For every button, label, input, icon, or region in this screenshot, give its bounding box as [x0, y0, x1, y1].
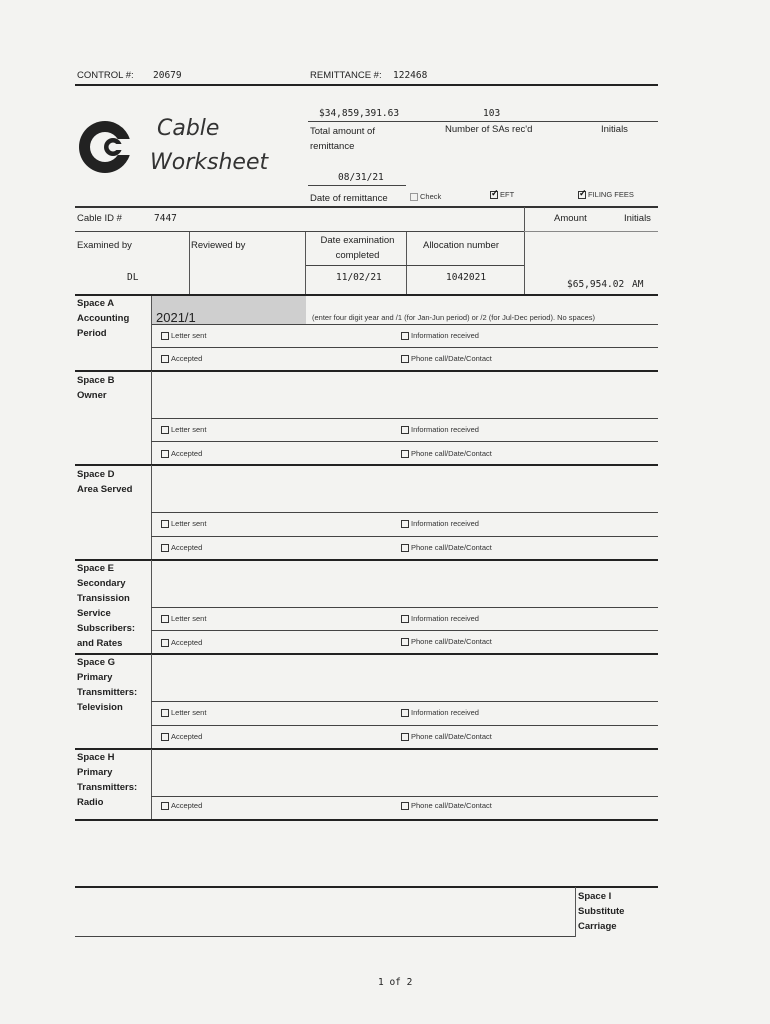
logo-title-line2: Worksheet: [150, 150, 269, 175]
total-amount-label: Total amount of remittance: [310, 126, 375, 152]
space-g-info-received-box-icon[interactable]: [401, 709, 409, 717]
space-e-letter-sent-box-icon[interactable]: [161, 615, 169, 623]
space-h-accepted-box-icon[interactable]: [161, 802, 169, 810]
space-d-rule-2: [151, 536, 658, 537]
cable-initials-label: Initials: [624, 213, 651, 224]
exam-divider-4: [524, 232, 525, 294]
eft-box-icon[interactable]: [490, 191, 498, 199]
space-d-letter-sent-label: Letter sent: [171, 519, 207, 528]
space-a-bottom-rule: [75, 370, 658, 372]
space-b-info-received-box-icon[interactable]: [401, 426, 409, 434]
space-a-accepted-label: Accepted: [171, 354, 203, 363]
space-e-accepted[interactable]: [161, 638, 202, 647]
date-exam-label: Date examination completed: [320, 235, 395, 261]
space-g-label: Space G Primary Transmitters: Television: [77, 657, 138, 713]
space-h-rule-1: [151, 796, 658, 797]
date-remittance-label: Date of remittance: [310, 193, 388, 204]
accounting-period-value: 2021/1: [156, 310, 196, 325]
header-rule: [75, 84, 658, 86]
date-exam-value: 11/02/21: [336, 272, 382, 283]
space-a-divider: [151, 296, 152, 370]
control-label: CONTROL #:: [77, 70, 134, 81]
amount-rule: [524, 231, 658, 232]
accounting-period-instruction: (enter four digit year and /1 (for Jan-Jun period) or /2 (for Jul-Dec period). No spaces): [312, 313, 596, 322]
date-rule: [308, 185, 406, 186]
space-b-phone-call-label: Phone call/Date/Contact: [411, 449, 492, 458]
space-d-info-received[interactable]: [401, 519, 479, 528]
space-e-rule-1: [151, 607, 658, 608]
space-e-accepted-label: Accepted: [171, 638, 203, 647]
space-b-label: Space B Owner: [77, 375, 115, 401]
space-a-letter-sent-box-icon[interactable]: [161, 332, 169, 340]
space-a-rule-2: [151, 347, 658, 348]
space-d-label: Space D Area Served: [77, 469, 133, 495]
space-g-letter-sent-label: Letter sent: [171, 708, 207, 717]
space-g-letter-sent-box-icon[interactable]: [161, 709, 169, 717]
examined-by-value: DL: [127, 272, 139, 283]
space-g-accepted-box-icon[interactable]: [161, 733, 169, 741]
space-h-label: Space H Primary Transmitters: Radio: [77, 752, 138, 808]
space-a-accepted[interactable]: [161, 354, 202, 363]
exam-divider-1: [189, 232, 190, 294]
space-e-accepted-box-icon[interactable]: [161, 639, 169, 647]
space-i-top-rule: [75, 886, 658, 888]
space-d-letter-sent-box-icon[interactable]: [161, 520, 169, 528]
space-e-info-received-label: Information received: [411, 614, 479, 623]
space-e-bottom-rule: [75, 653, 658, 655]
filing-fees-box-icon[interactable]: [578, 191, 586, 199]
check-box-icon[interactable]: [410, 193, 418, 201]
space-h-phone-call[interactable]: [401, 801, 492, 810]
space-d-accepted-label: Accepted: [171, 543, 203, 552]
space-d-info-received-box-icon[interactable]: [401, 520, 409, 528]
exam-divider-3: [406, 232, 407, 294]
space-d-accepted[interactable]: [161, 543, 202, 552]
space-h-accepted-label: Accepted: [171, 801, 203, 810]
space-a-label: Space A Accounting Period: [77, 298, 130, 339]
examined-by-label: Examined by: [77, 240, 132, 251]
cable-initials-value: AM: [632, 279, 644, 290]
space-b-rule-1: [151, 418, 658, 419]
exam-divider-2: [305, 232, 306, 294]
space-a-rule-1: [151, 324, 658, 325]
eft-label: EFT: [500, 190, 515, 199]
space-e-letter-sent-label: Letter sent: [171, 614, 207, 623]
number-sas-value: 103: [483, 108, 501, 119]
space-e-info-received[interactable]: [401, 614, 479, 623]
space-g-phone-call-label: Phone call/Date/Contact: [411, 732, 492, 741]
space-b-letter-sent-box-icon[interactable]: [161, 426, 169, 434]
space-g-bottom-rule: [75, 748, 658, 750]
amount-value: $65,954.02: [567, 279, 625, 290]
space-h-bottom-rule: [75, 819, 658, 821]
space-h-accepted[interactable]: [161, 801, 202, 810]
remit-bottom-rule: [75, 206, 658, 208]
space-e-rule-2: [151, 630, 658, 631]
space-b-accepted-box-icon[interactable]: [161, 450, 169, 458]
remittance-label: REMITTANCE #:: [310, 70, 382, 81]
remit-initials-label: Initials: [601, 124, 628, 135]
filing-fees-checkbox[interactable]: [578, 190, 634, 199]
space-g-rule-2: [151, 725, 658, 726]
space-a-phone-call-box-icon[interactable]: [401, 355, 409, 363]
space-g-accepted[interactable]: [161, 732, 202, 741]
space-i-bottom-rule: [75, 936, 575, 937]
space-g-accepted-label: Accepted: [171, 732, 203, 741]
space-d-rule-1: [151, 512, 658, 513]
space-h-phone-call-box-icon[interactable]: [401, 802, 409, 810]
copyright-logo-icon: [77, 117, 139, 177]
space-b-accepted[interactable]: [161, 449, 202, 458]
space-g-phone-call-box-icon[interactable]: [401, 733, 409, 741]
cable-id-divider: [524, 207, 525, 232]
space-e-letter-sent[interactable]: [161, 614, 206, 623]
space-a-info-received[interactable]: [401, 331, 479, 340]
cable-id-rule: [75, 231, 525, 232]
space-a-info-received-label: Information received: [411, 331, 479, 340]
date-remittance-value: 08/31/21: [338, 172, 384, 183]
space-a-letter-sent[interactable]: [161, 331, 206, 340]
space-e-label: Space E Secondary Transission Service Subscribers: and Rates: [77, 563, 136, 649]
filing-fees-label: FILING FEES: [588, 190, 634, 199]
space-g-info-received-label: Information received: [411, 708, 479, 717]
space-g-info-received[interactable]: [401, 708, 479, 717]
total-amount-value: $34,859,391.63: [319, 108, 400, 119]
space-b-bottom-rule: [75, 464, 658, 466]
number-sas-label: Number of SAs rec'd: [445, 124, 533, 135]
exam-mid-rule: [306, 265, 524, 266]
space-d-letter-sent[interactable]: [161, 519, 206, 528]
remit-rule-1: [308, 121, 658, 122]
space-b-phone-call-box-icon[interactable]: [401, 450, 409, 458]
space-g-letter-sent[interactable]: [161, 708, 206, 717]
reviewed-by-label: Reviewed by: [191, 240, 246, 251]
space-b-info-received[interactable]: [401, 425, 479, 434]
space-h-phone-call-label: Phone call/Date/Contact: [411, 801, 492, 810]
allocation-value: 1042021: [446, 272, 487, 283]
space-e-info-received-box-icon[interactable]: [401, 615, 409, 623]
space-g-rule-1: [151, 701, 658, 702]
space-b-letter-sent-label: Letter sent: [171, 425, 207, 434]
space-b-rule-2: [151, 441, 658, 442]
space-g-phone-call[interactable]: [401, 732, 492, 741]
space-e-phone-call[interactable]: [401, 637, 492, 646]
space-d-accepted-box-icon[interactable]: [161, 544, 169, 552]
control-value: 20679: [153, 70, 182, 81]
check-label: Check: [420, 192, 442, 201]
space-d-phone-call[interactable]: [401, 543, 492, 552]
allocation-label: Allocation number: [423, 240, 500, 251]
check-checkbox[interactable]: [410, 192, 441, 201]
space-a-phone-call-label: Phone call/Date/Contact: [411, 354, 492, 363]
space-e-phone-call-label: Phone call/Date/Contact: [411, 637, 492, 646]
space-b-phone-call[interactable]: [401, 449, 492, 458]
space-e-phone-call-box-icon[interactable]: [401, 638, 409, 646]
eft-checkbox[interactable]: [490, 190, 514, 199]
remittance-value: 122468: [393, 70, 428, 81]
space-a-info-received-box-icon[interactable]: [401, 332, 409, 340]
logo-title-line1: Cable: [157, 116, 220, 141]
space-i-label: Space I Substitute Carriage: [578, 891, 625, 932]
space-h-divider: [151, 749, 152, 820]
space-i-divider: [575, 887, 576, 937]
space-d-bottom-rule: [75, 559, 658, 561]
space-b-accepted-label: Accepted: [171, 449, 203, 458]
page-number: 1 of 2: [378, 977, 413, 988]
cable-id-value: 7447: [154, 213, 177, 224]
amount-label: Amount: [554, 213, 587, 224]
cable-id-label: Cable ID #: [77, 213, 122, 224]
space-a-accepted-box-icon[interactable]: [161, 355, 169, 363]
space-b-letter-sent[interactable]: [161, 425, 206, 434]
space-d-info-received-label: Information received: [411, 519, 479, 528]
space-a-letter-sent-label: Letter sent: [171, 331, 207, 340]
space-b-info-received-label: Information received: [411, 425, 479, 434]
space-d-phone-call-box-icon[interactable]: [401, 544, 409, 552]
space-a-phone-call[interactable]: [401, 354, 492, 363]
space-d-phone-call-label: Phone call/Date/Contact: [411, 543, 492, 552]
